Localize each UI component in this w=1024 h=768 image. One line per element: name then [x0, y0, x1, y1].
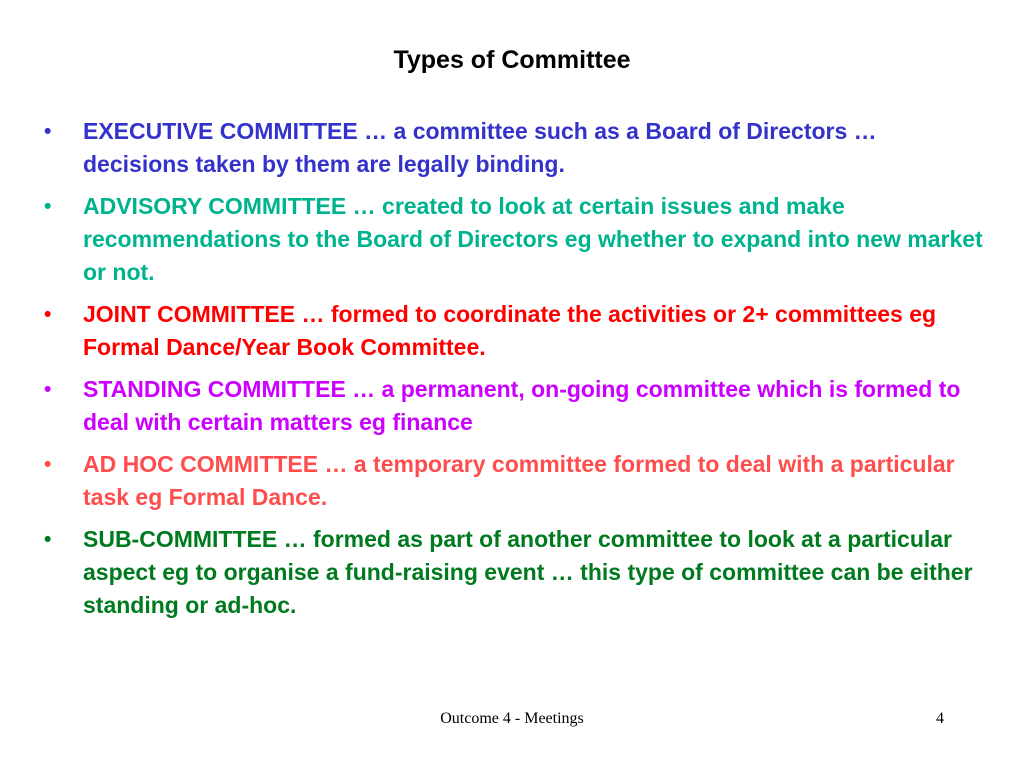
- bullet-text: EXECUTIVE COMMITTEE … a committee such as a Board of Directors … decisions taken by them are legally binding.: [83, 118, 877, 177]
- bullet-item-sub-committee: [40, 523, 984, 622]
- bullet-icon: •: [44, 453, 52, 476]
- bullet-text: SUB-COMMITTEE … formed as part of another committee to look at a particular aspect eg to organise a fund-raising event … this type of committee can be either standing or ad-hoc.: [83, 526, 973, 618]
- slide-title: Types of Committee: [393, 46, 631, 74]
- bullet-icon: •: [44, 378, 52, 401]
- bullet-icon: •: [44, 303, 52, 326]
- footer-text: Outcome 4 - Meetings: [440, 710, 584, 727]
- bullet-item-executive-committee: [40, 115, 984, 181]
- bullet-text: ADVISORY COMMITTEE … created to look at certain issues and make recommendations to the Board of Directors eg whether to expand into new market or not.: [83, 193, 983, 285]
- bullet-icon: •: [44, 195, 52, 218]
- bullet-icon: •: [44, 528, 52, 551]
- bullet-item-advisory-committee: [40, 190, 984, 289]
- bullet-text: JOINT COMMITTEE … formed to coordinate the activities or 2+ committees eg Formal Dance/Year Book Committee.: [83, 301, 937, 360]
- bullet-list: [40, 115, 984, 631]
- bullet-item-ad-hoc-committee: [40, 448, 984, 514]
- bullet-item-joint-committee: [40, 298, 984, 364]
- bullet-text: STANDING COMMITTEE … a permanent, on-going committee which is formed to deal with certain matters eg finance: [83, 376, 961, 435]
- page-number: 4: [936, 710, 944, 727]
- bullet-item-standing-committee: [40, 373, 984, 439]
- bullet-text: AD HOC COMMITTEE … a temporary committee formed to deal with a particular task eg Formal Dance.: [83, 451, 955, 510]
- bullet-icon: •: [44, 120, 52, 143]
